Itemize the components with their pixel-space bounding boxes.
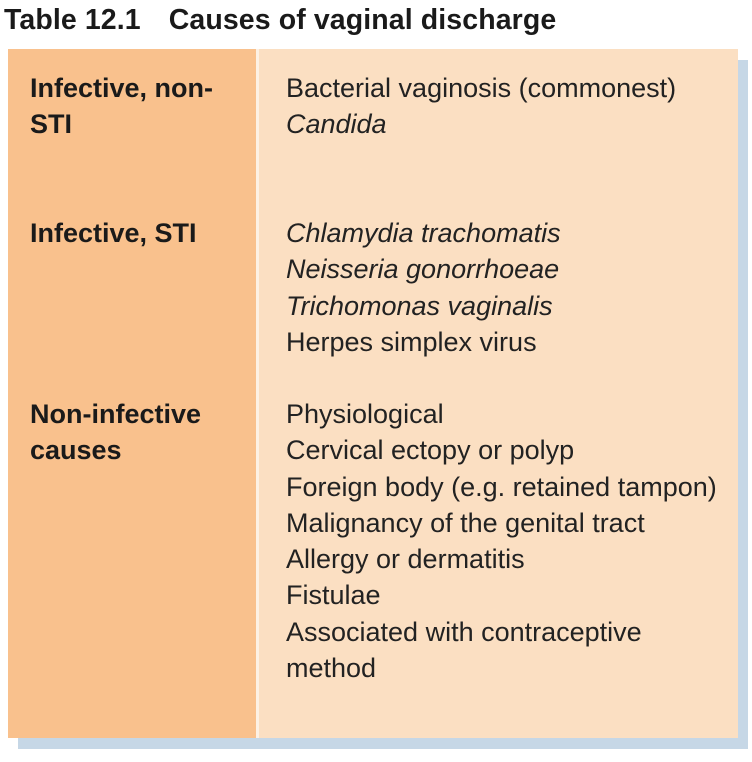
table-caption: Causes of vaginal discharge	[168, 4, 557, 36]
row-category: Non-infective causes	[30, 399, 202, 466]
list-item: Foreign body (e.g. retained tampon)	[286, 471, 717, 502]
table-title	[4, 0, 556, 44]
table-panel	[8, 49, 738, 738]
row-items	[286, 396, 726, 686]
row-items	[286, 215, 726, 360]
table-number: Table 12.1	[4, 4, 141, 36]
list-item: Bacterial vaginosis (commonest)	[286, 73, 677, 103]
list-item: Allergy or dermatitis	[286, 544, 525, 575]
list-item: Candida	[286, 109, 387, 140]
row-category: Infective, non-STI	[30, 73, 214, 140]
row-category: Infective, STI	[30, 218, 197, 248]
row-items	[286, 70, 726, 143]
list-item: Associated with contraceptive method	[286, 616, 642, 684]
list-item: Neisseria gonorrhoeae	[286, 254, 560, 285]
list-item: Physiological	[286, 399, 444, 429]
list-item: Malignancy of the genital tract	[286, 507, 645, 538]
list-item: Cervical ectopy or polyp	[286, 435, 575, 466]
list-item: Trichomonas vaginalis	[286, 290, 553, 321]
list-item: Chlamydia trachomatis	[286, 218, 561, 248]
category-column	[8, 49, 256, 738]
list-item: Fistulae	[286, 580, 381, 611]
column-divider	[256, 49, 259, 738]
list-item: Herpes simplex virus	[286, 326, 537, 357]
